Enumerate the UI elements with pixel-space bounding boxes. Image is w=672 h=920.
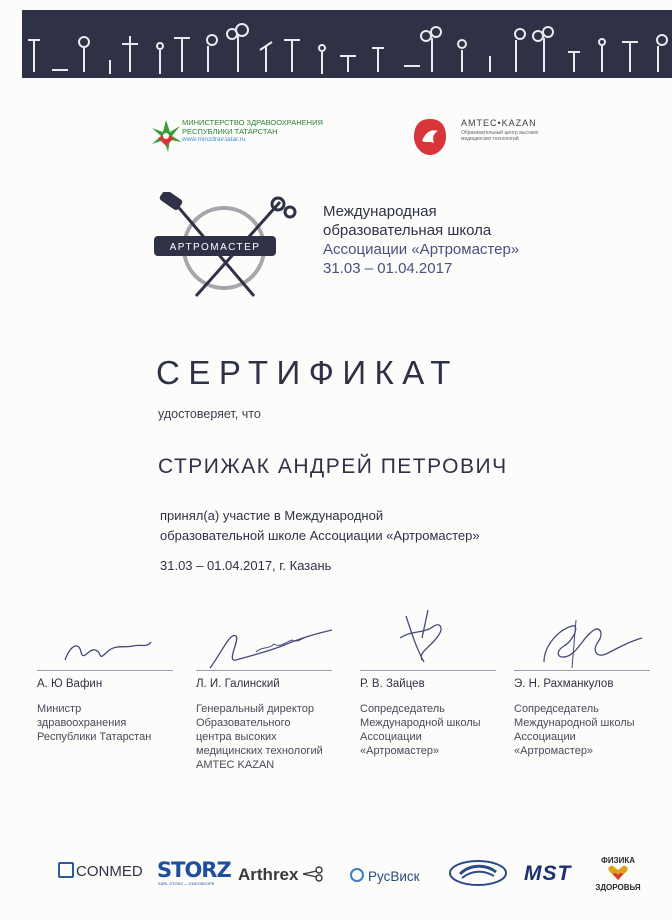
signature-2: [196, 622, 336, 672]
ministry-text: [182, 119, 323, 145]
conmed-icon: [58, 862, 74, 878]
role-line: здравоохранения: [37, 717, 127, 729]
arthrex-text: Arthrex: [238, 865, 299, 884]
school-heading: [323, 202, 519, 278]
rusvisk-icon: [350, 868, 364, 882]
role-line: Генеральный директор: [196, 703, 314, 715]
certifies-text: удостоверяет, что: [158, 407, 261, 421]
signatory-name: А. Ю Вафин: [37, 678, 103, 690]
role-line: Сопредседатель: [514, 703, 599, 715]
signature-line: [196, 670, 332, 671]
school-line2: образовательная школа: [323, 222, 492, 239]
role-line: Сопредседатель: [360, 703, 445, 715]
ministry-logo: [146, 112, 186, 160]
arthrex-logo: [238, 865, 325, 885]
fizika-zdorovya-logo: [590, 856, 646, 892]
signature-line: [37, 670, 173, 671]
recipient-name: СТРИЖАК АНДРЕЙ ПЕТРОВИЧ: [158, 455, 508, 478]
signature-1: [37, 622, 157, 670]
school-dates: 31.03 – 01.04.2017: [323, 260, 453, 277]
storz-logo: STORZ: [157, 858, 231, 882]
signatory-role: [514, 702, 635, 758]
fizika-line1: ФИЗИКА: [601, 856, 635, 865]
role-line: Министр: [37, 703, 82, 715]
participation-dates: 31.03 – 01.04.2017, г. Казань: [160, 558, 332, 573]
role-line: Образовательного: [196, 717, 291, 729]
role-line: Международной школы: [360, 717, 481, 729]
school-line1: Международная: [323, 203, 437, 220]
signature-line: [360, 670, 496, 671]
fhg-logo: [448, 858, 508, 888]
ministry-line2: РЕСПУБЛИКИ ТАТАРСТАН: [182, 126, 278, 136]
artromaster-emblem: [150, 192, 300, 300]
mst-logo: MST: [524, 862, 572, 885]
heart-icon: [607, 865, 629, 881]
emblem-label: АРТРОМАСТЕР: [169, 242, 261, 253]
signature-4: [514, 616, 654, 676]
role-line: медицинских технологий: [196, 745, 323, 757]
conmed-logo: [58, 862, 143, 880]
rusvisk-text: РусВиск: [368, 869, 420, 884]
role-line: Ассоциации: [360, 731, 422, 743]
signatory-name: Р. В. Зайцев: [360, 678, 425, 690]
conmed-text: CONMED: [76, 863, 143, 880]
ministry-url: www.minzdrav.tatar.ru: [182, 136, 246, 143]
amtec-logo-icon: [412, 117, 448, 157]
signature-3: [360, 608, 480, 664]
amtec-subtitle: Образовательный центр высоких медицинских технологий: [461, 130, 539, 142]
role-line: Международной школы: [514, 717, 635, 729]
role-line: «Артромастер»: [514, 745, 594, 757]
signatory-role: [196, 702, 323, 772]
role-line: Ассоциации: [514, 731, 576, 743]
scissors-icon: [303, 866, 325, 882]
instrument-banner: [22, 10, 672, 78]
school-line3: Ассоциации «Артромастер»: [323, 241, 520, 258]
participation-line1: принял(а) участие в Международной: [160, 508, 384, 523]
ministry-line1: МИНИСТЕРСТВО ЗДРАВООХРАНЕНИЯ: [182, 118, 323, 127]
certificate-title: СЕРТИФИКАТ: [156, 354, 459, 391]
role-line: «Артромастер»: [360, 745, 440, 757]
signatory-role: [37, 702, 151, 744]
signature-line: [514, 670, 650, 671]
rusvisk-logo: [350, 868, 420, 884]
role-line: Республики Татарстан: [37, 731, 152, 743]
fizika-line2: ЗДОРОВЬЯ: [595, 883, 641, 892]
instrument-pattern: [22, 10, 672, 78]
role-line: центра высоких: [196, 731, 277, 743]
storz-subtitle: KARL STORZ — ENDOSKOPE: [158, 881, 215, 886]
participation-line2: образовательной школе Ассоциации «Артромастер»: [160, 528, 480, 543]
amtec-title: AMTEC•KAZAN: [461, 118, 537, 128]
signatory-role: [360, 702, 481, 758]
signatory-name: Л. И. Галинский: [196, 678, 280, 690]
signatory-name: Э. Н. Рахманкулов: [514, 678, 614, 690]
role-line: AMTEC KAZAN: [196, 759, 275, 771]
